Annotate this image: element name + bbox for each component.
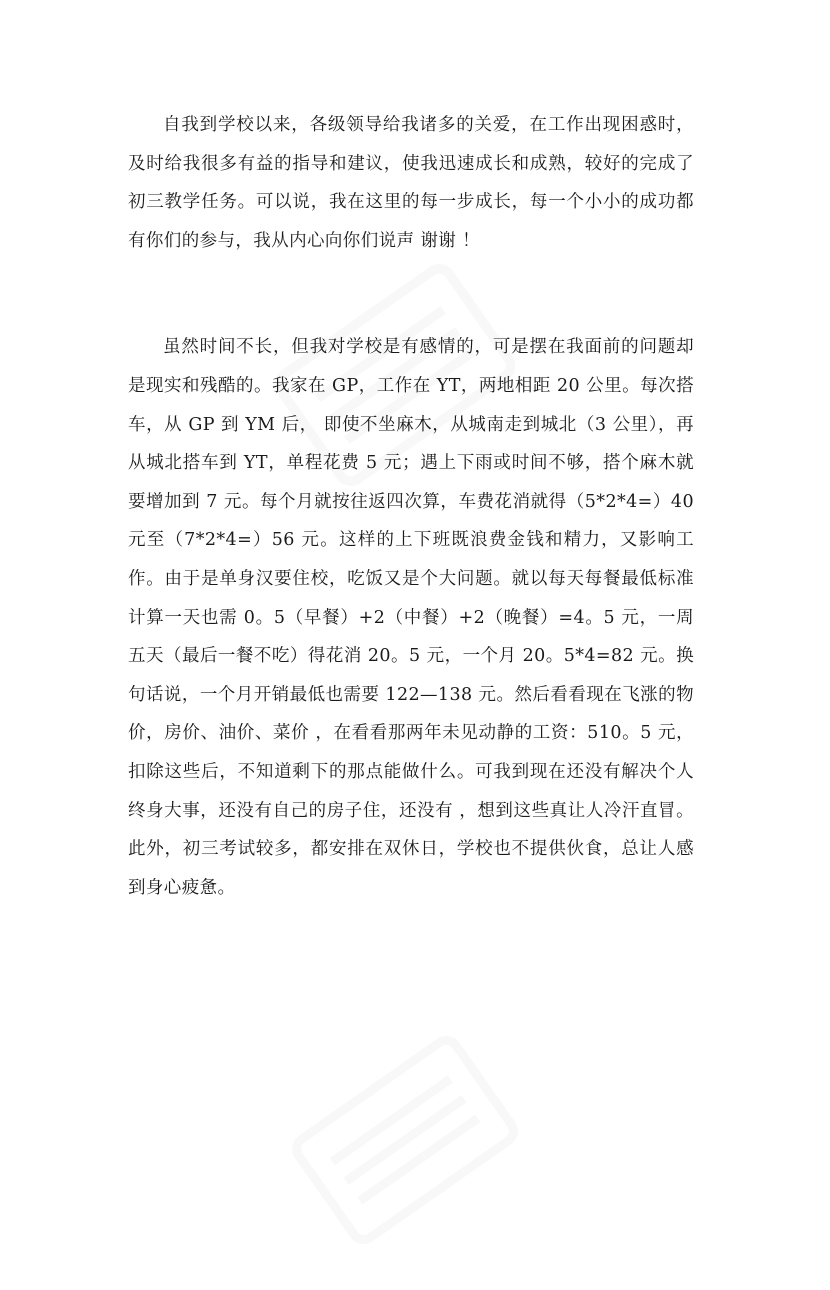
paragraph-gratitude: 自我到学校以来，各级领导给我诸多的关爱，在工作出现困惑时，及时给我很多有益的指导和建议，使我迅速成长和成熟，较好的完成了初三教学任务。可以说，我在这里的每一步成长，每一个小小的成功都有你们的参与，我从内心向你们说声 谢谢 ！ [128, 115, 694, 251]
body-text [128, 106, 694, 907]
watermark-stamp-icon [255, 990, 555, 1290]
paragraph-difficulties: 虽然时间不长，但我对学校是有感情的，可是摆在我面前的问题却是现实和残酷的。我家在 GP，工作在 YT，两地相距 20 公里。每次搭车，从 GP 到 YM 后， 即使不坐麻木，从城南走到城北（3 公里），再从城北搭车到 YT，单程花费 5 元；遇上下雨或时间不够，搭个麻木就要增加到 7 元。每个月就按往返四次算，车费花消就得（5*2*4=）40 元至（7*2*4=）56 元。这样的上下班既浪费金钱和精力，又影响工作。由于是单身汉要住校，吃饭又是个大问题。就以每天每餐最低标准计算一天也需 0。5（早餐）+2（中餐）+2（晚餐）=4。5 元，一周五天（最后一餐不吃）得花消 20。5 元，一个月 20。5*4=82 元。换句话说，一个月开销最低也需要 122—138 元。然后看看现在飞涨的物价，房价、油价、菜价 ，在看看那两年未见动静的工资：510。5 元，扣除这些后，不知道剩下的那点能做什么。可我到现在还没有解决个人终身大事，还没有自己的房子住，还没有 ，想到这些真让人冷汗直冒。此外，初三考试较多，都安排在双休日，学校也不提供伙食，总让人感到身心疲惫。 [128, 337, 694, 898]
